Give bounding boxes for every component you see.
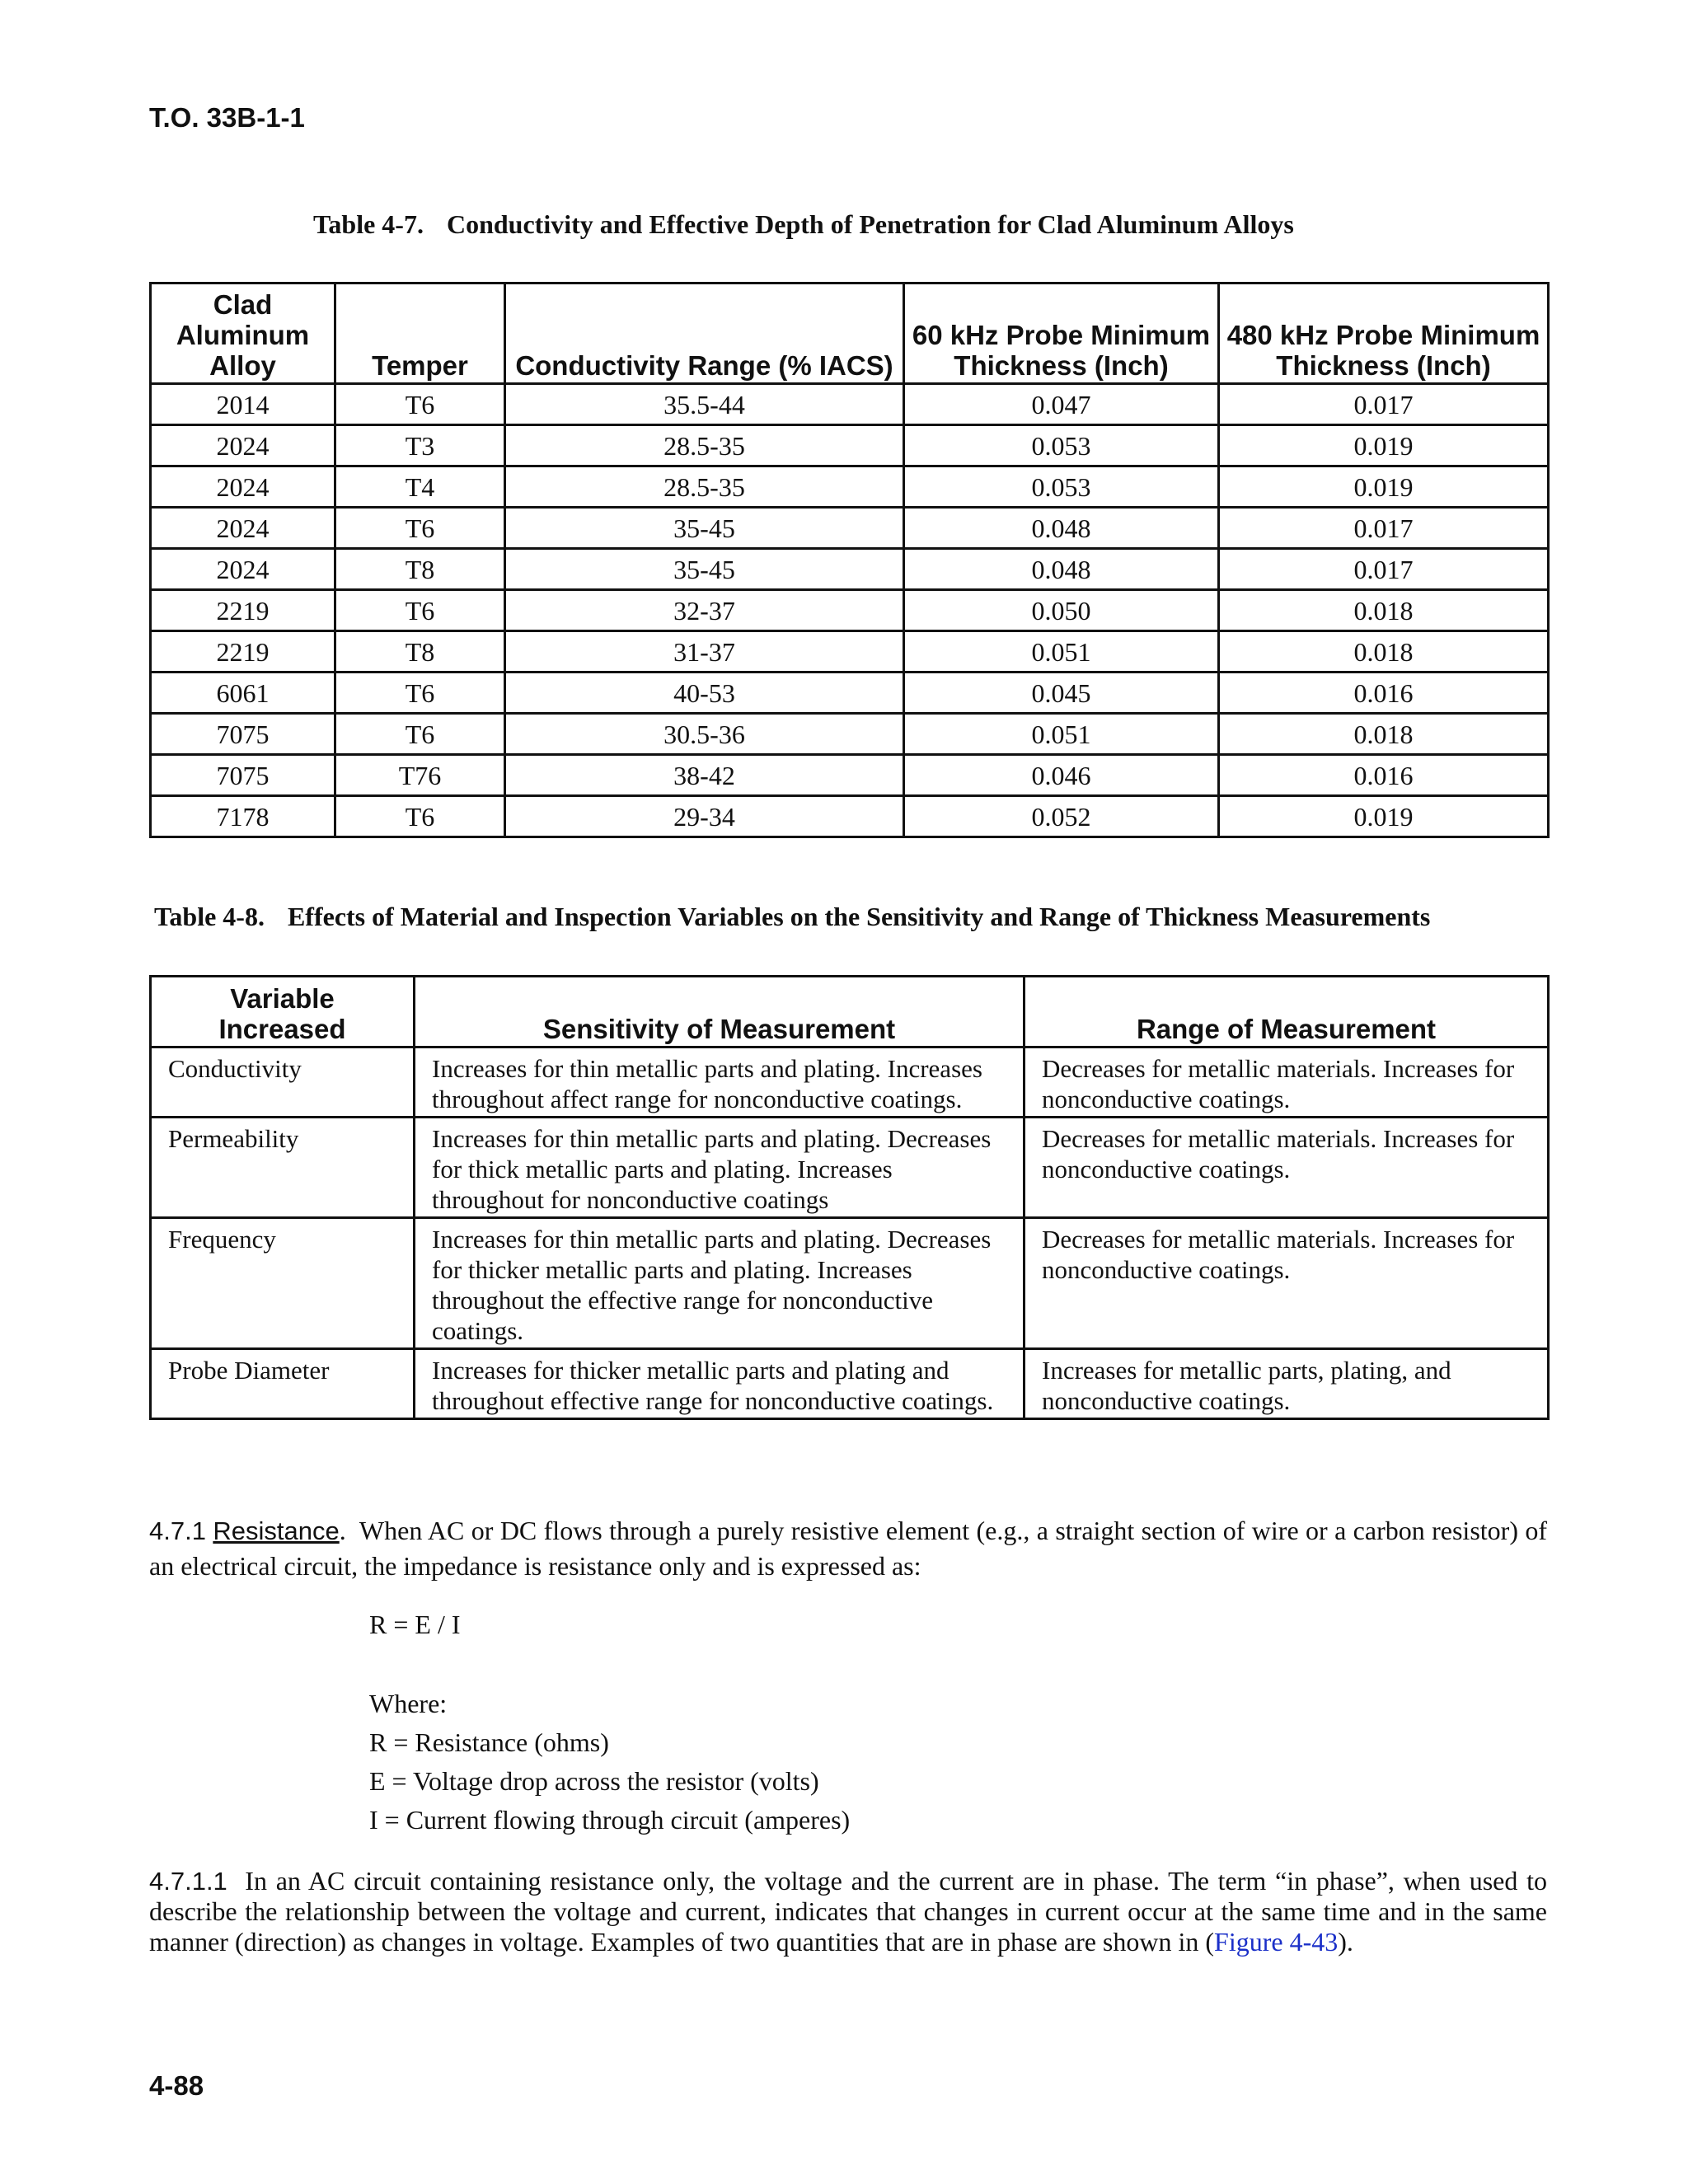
cell-alloy: 6061 [151, 673, 335, 714]
cell-alloy: 7178 [151, 796, 335, 837]
cell-temper: T6 [335, 714, 505, 755]
table-row [151, 425, 1549, 466]
table-row [151, 673, 1549, 714]
table-row [151, 714, 1549, 755]
cell-temper: T8 [335, 549, 505, 590]
cell-480khz-thickness: 0.016 [1219, 755, 1549, 796]
cell-480khz-thickness: 0.018 [1219, 714, 1549, 755]
definition-current: I = Current flowing through circuit (amperes) [369, 1805, 851, 1835]
section-text-end: ). [1338, 1927, 1353, 1957]
cell-range: Decreases for metallic materials. Increases for nonconductive coatings. [1025, 1218, 1549, 1349]
section-text: In an AC circuit containing resistance only, the voltage and the current are in phase. The term “in phase”, when used to describe the relationship between the voltage and current, indicates that changes in current occur at the same time and in the same manner (direction) as changes in voltage. Examples of two quantities that are in phase are shown in ( [149, 1866, 1548, 1957]
paragraph-4-7-1-1 [149, 1866, 1547, 1957]
header-temper: Temper [335, 284, 505, 384]
cell-range: Decreases for metallic materials. Increases for nonconductive coatings. [1025, 1047, 1549, 1118]
table-row [151, 1218, 1549, 1349]
cell-temper: T6 [335, 796, 505, 837]
section-number: 4.7.1.1 [149, 1867, 227, 1896]
table-row [151, 1349, 1549, 1419]
cell-conductivity-range: 31-37 [505, 631, 904, 673]
table-4-8-title: Effects of Material and Inspection Variables on the Sensitivity and Range of Thickness Measurements [287, 902, 1431, 931]
cell-sensitivity: Increases for thin metallic parts and plating. Decreases for thicker metallic parts and plating. Increases throughout the effective range for nonconductive coatings. [415, 1218, 1025, 1349]
page-number-footer: 4-88 [149, 2070, 204, 2101]
cell-sensitivity: Increases for thin metallic parts and plating. Decreases for thick metallic parts and plating. Increases throughout for nonconductive coatings [415, 1118, 1025, 1218]
table-4-7-label: Table 4-7. [313, 209, 424, 239]
cell-60khz-thickness: 0.047 [904, 384, 1219, 425]
cell-60khz-thickness: 0.046 [904, 755, 1219, 796]
header-conductivity-range: Conductivity Range (% IACS) [505, 284, 904, 384]
cell-conductivity-range: 29-34 [505, 796, 904, 837]
conductivity-table [149, 282, 1550, 838]
cell-alloy: 2219 [151, 590, 335, 631]
table-row [151, 508, 1549, 549]
cell-variable: Frequency [151, 1218, 415, 1349]
cell-60khz-thickness: 0.052 [904, 796, 1219, 837]
header-variable-increased: Variable Increased [151, 977, 415, 1047]
table-row [151, 796, 1549, 837]
cell-conductivity-range: 35.5-44 [505, 384, 904, 425]
paragraph-4-7-1 [149, 1513, 1547, 1584]
cell-temper: T6 [335, 590, 505, 631]
cell-conductivity-range: 35-45 [505, 508, 904, 549]
table-row [151, 1047, 1549, 1118]
cell-alloy: 2024 [151, 508, 335, 549]
table-row [151, 1118, 1549, 1218]
cell-60khz-thickness: 0.050 [904, 590, 1219, 631]
header-alloy: Clad Aluminum Alloy [151, 284, 335, 384]
cell-60khz-thickness: 0.048 [904, 508, 1219, 549]
cell-480khz-thickness: 0.019 [1219, 425, 1549, 466]
cell-temper: T76 [335, 755, 505, 796]
cell-conductivity-range: 35-45 [505, 549, 904, 590]
cell-480khz-thickness: 0.019 [1219, 466, 1549, 508]
variables-table [149, 975, 1550, 1420]
cell-temper: T6 [335, 673, 505, 714]
cell-temper: T8 [335, 631, 505, 673]
cell-conductivity-range: 32-37 [505, 590, 904, 631]
cell-480khz-thickness: 0.018 [1219, 590, 1549, 631]
figure-4-43-link[interactable]: Figure 4-43 [1214, 1927, 1339, 1957]
cell-conductivity-range: 30.5-36 [505, 714, 904, 755]
header-480khz-thickness: 480 kHz Probe Minimum Thickness (Inch) [1219, 284, 1549, 384]
cell-sensitivity: Increases for thin metallic parts and plating. Increases throughout affect range for nonconductive coatings. [415, 1047, 1025, 1118]
cell-conductivity-range: 28.5-35 [505, 425, 904, 466]
header-sensitivity: Sensitivity of Measurement [415, 977, 1025, 1047]
section-heading-period: . [339, 1516, 346, 1545]
table-row [151, 549, 1549, 590]
cell-conductivity-range: 28.5-35 [505, 466, 904, 508]
cell-alloy: 2219 [151, 631, 335, 673]
table-4-8-caption [154, 902, 1430, 932]
table-header-row [151, 977, 1549, 1047]
cell-60khz-thickness: 0.051 [904, 631, 1219, 673]
where-label: Where: [369, 1689, 448, 1718]
cell-alloy: 7075 [151, 755, 335, 796]
cell-480khz-thickness: 0.018 [1219, 631, 1549, 673]
cell-alloy: 2024 [151, 466, 335, 508]
header-60khz-thickness: 60 kHz Probe Minimum Thickness (Inch) [904, 284, 1219, 384]
cell-alloy: 2024 [151, 549, 335, 590]
cell-range: Increases for metallic parts, plating, and nonconductive coatings. [1025, 1349, 1549, 1419]
cell-60khz-thickness: 0.053 [904, 466, 1219, 508]
table-row [151, 590, 1549, 631]
cell-480khz-thickness: 0.017 [1219, 384, 1549, 425]
cell-temper: T4 [335, 466, 505, 508]
table-header-row [151, 284, 1549, 384]
cell-variable: Conductivity [151, 1047, 415, 1118]
cell-480khz-thickness: 0.019 [1219, 796, 1549, 837]
cell-60khz-thickness: 0.048 [904, 549, 1219, 590]
table-row [151, 384, 1549, 425]
table-4-8-label: Table 4-8. [154, 902, 265, 931]
document-id-header: T.O. 33B-1-1 [149, 102, 305, 133]
cell-temper: T6 [335, 508, 505, 549]
cell-480khz-thickness: 0.016 [1219, 673, 1549, 714]
section-text: When AC or DC flows through a purely resistive element (e.g., a straight section of wire or a carbon resistor) of an electrical circuit, the impedance is resistance only and is expressed as: [149, 1516, 1548, 1581]
cell-variable: Probe Diameter [151, 1349, 415, 1419]
cell-range: Decreases for metallic materials. Increases for nonconductive coatings. [1025, 1118, 1549, 1218]
header-range: Range of Measurement [1025, 977, 1549, 1047]
section-heading: Resistance [213, 1516, 340, 1545]
cell-60khz-thickness: 0.053 [904, 425, 1219, 466]
resistance-equation: R = E / I [369, 1610, 461, 1639]
cell-60khz-thickness: 0.051 [904, 714, 1219, 755]
table-4-7-caption [313, 209, 1294, 240]
definition-voltage: E = Voltage drop across the resistor (volts) [369, 1766, 819, 1796]
table-4-7-title: Conductivity and Effective Depth of Penetration for Clad Aluminum Alloys [446, 209, 1294, 239]
table-row [151, 631, 1549, 673]
cell-alloy: 2014 [151, 384, 335, 425]
cell-variable: Permeability [151, 1118, 415, 1218]
cell-alloy: 7075 [151, 714, 335, 755]
cell-temper: T3 [335, 425, 505, 466]
cell-60khz-thickness: 0.045 [904, 673, 1219, 714]
cell-temper: T6 [335, 384, 505, 425]
cell-480khz-thickness: 0.017 [1219, 508, 1549, 549]
cell-sensitivity: Increases for thicker metallic parts and plating and throughout effective range for nonconductive coatings. [415, 1349, 1025, 1419]
definition-resistance: R = Resistance (ohms) [369, 1727, 609, 1757]
table-row [151, 755, 1549, 796]
section-number: 4.7.1 [149, 1516, 206, 1545]
table-row [151, 466, 1549, 508]
cell-conductivity-range: 38-42 [505, 755, 904, 796]
cell-conductivity-range: 40-53 [505, 673, 904, 714]
cell-480khz-thickness: 0.017 [1219, 549, 1549, 590]
cell-alloy: 2024 [151, 425, 335, 466]
